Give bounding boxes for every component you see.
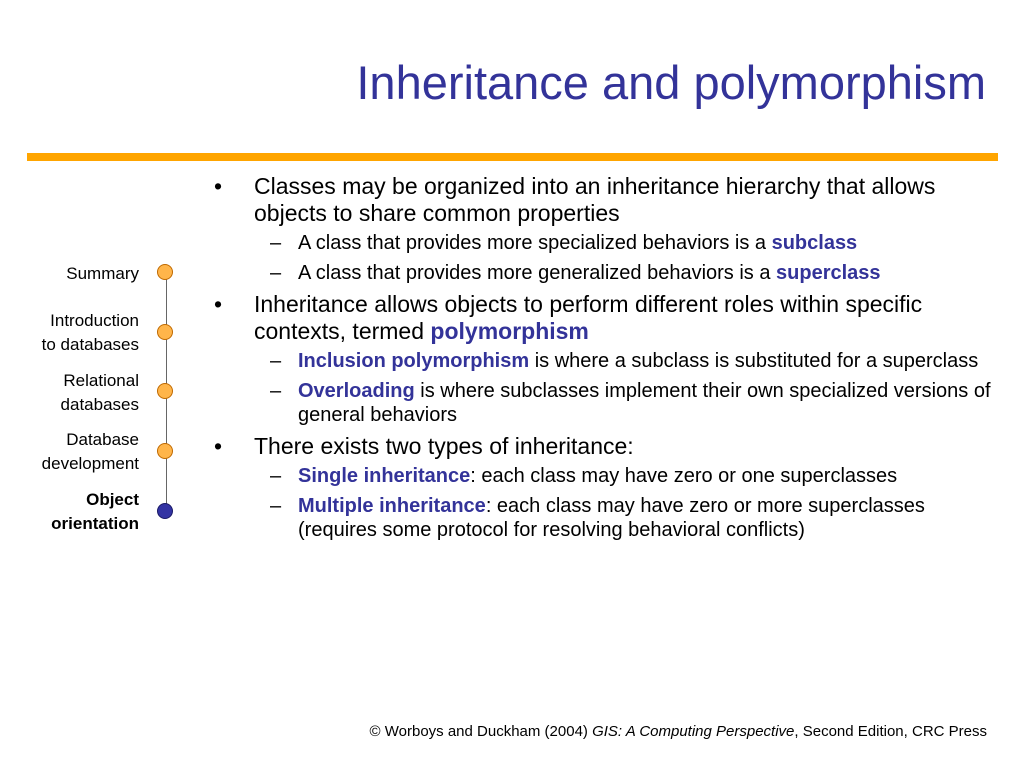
sub-bullet-item [209,464,999,488]
bullet-marker: • [214,173,223,199]
citation-prefix: © Worboys and Duckham (2004) [369,723,593,740]
nav-item-database-development[interactable] [42,428,139,476]
nav-label-line-2: development [41,454,139,473]
nav-dot-introduction[interactable] [157,324,173,340]
nav-item-introduction[interactable] [42,309,139,357]
citation-suffix: , Second Edition, CRC Press [794,723,987,740]
title-divider [27,153,998,161]
nav-item-summary[interactable] [66,262,139,286]
nav-label-line-1: Database [66,430,139,449]
bullet-item [209,173,999,227]
keyword-polymorphism: polymorphism [430,318,589,344]
dash-marker: – [270,495,282,517]
bullet-text: Inheritance allows objects to perform different roles within specific contexts, termed [254,291,923,344]
nav-dot-database-development[interactable] [157,443,173,459]
bullet-marker: • [214,291,223,317]
sub-bullet-text: A class that provides more generalized behaviors is a [298,262,777,284]
keyword-single-inheritance: Single inheritance [298,465,471,487]
nav-item-object-orientation[interactable] [51,488,139,536]
nav-label-line-1: Relational [63,371,139,390]
sub-bullet-item [209,349,999,373]
nav-label-line-1: Object [86,490,139,509]
sub-bullet-item [209,494,999,542]
dash-marker: – [270,232,282,254]
bullet-item [209,433,999,460]
nav-label-line-1: Introduction [50,311,139,330]
keyword-superclass: superclass [776,262,881,284]
sub-bullet-text: is where a subclass is substituted for a superclass [529,350,979,372]
keyword-inclusion-polymorphism: Inclusion polymorphism [298,350,530,372]
dash-marker: – [270,350,282,372]
nav-dot-object-orientation[interactable] [157,503,173,519]
nav-dot-summary[interactable] [157,264,173,280]
nav-dot-relational[interactable] [157,383,173,399]
sub-bullet-text: : each class may have zero or more superclasses (requires some protocol for resolving behavioral conflicts) [298,495,925,541]
dash-marker: – [270,465,282,487]
keyword-subclass: subclass [771,232,858,254]
nav-label-line-2: to databases [41,335,139,354]
sub-bullet-item [209,379,999,427]
sub-bullet-item [209,261,999,285]
bullet-text: There exists two types of inheritance: [254,433,634,459]
nav-label-line-2: orientation [51,514,139,533]
bullet-marker: • [214,433,223,459]
sub-bullet-text: A class that provides more specialized behaviors is a [298,232,772,254]
sub-bullet-text: is where subclasses implement their own specialized versions of general behaviors [298,380,991,426]
nav-label: Summary [66,264,139,283]
slide-body [209,173,999,548]
citation-footer [370,723,987,740]
keyword-multiple-inheritance: Multiple inheritance [298,495,486,517]
bullet-item [209,291,999,345]
slide-title: Inheritance and polymorphism [356,56,986,109]
citation-book-title: GIS: A Computing Perspective [592,723,795,740]
dash-marker: – [270,380,282,402]
dash-marker: – [270,262,282,284]
nav-label-line-2: databases [60,395,139,414]
sub-bullet-text: : each class may have zero or one superclasses [470,465,898,487]
bullet-text: Classes may be organized into an inheritance hierarchy that allows objects to share common properties [254,173,936,226]
nav-item-relational[interactable] [61,369,139,417]
keyword-overloading: Overloading [298,380,415,402]
sub-bullet-item [209,231,999,255]
